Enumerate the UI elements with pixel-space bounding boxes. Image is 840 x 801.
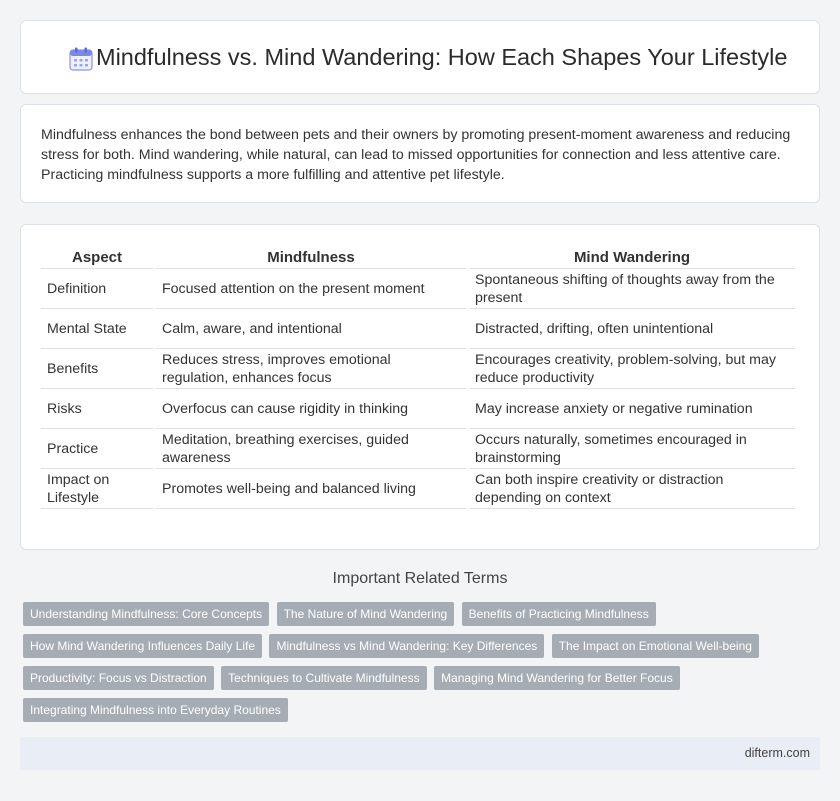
table-row <box>41 469 795 509</box>
related-terms-title: Important Related Terms <box>332 570 508 587</box>
table-row <box>41 389 795 429</box>
table-cell: Definition <box>41 269 153 309</box>
related-term-tag[interactable]: Techniques to Cultivate Mindfulness <box>221 666 426 690</box>
calendar-icon <box>68 46 94 72</box>
table-row <box>41 349 795 389</box>
page-title: Mindfulness vs. Mind Wandering: How Each Shapes Your Lifestyle <box>96 44 788 70</box>
table-row <box>41 429 795 469</box>
related-terms-list <box>23 602 823 730</box>
table-header-row <box>41 245 795 269</box>
footer <box>20 737 820 770</box>
header-card <box>20 20 820 94</box>
related-term-tag[interactable]: Productivity: Focus vs Distraction <box>23 666 214 690</box>
table-cell: Risks <box>41 389 153 429</box>
table-cell: Practice <box>41 429 153 469</box>
related-term-tag[interactable]: Managing Mind Wandering for Better Focus <box>434 666 680 690</box>
footer-site-link[interactable]: difterm.com <box>744 746 810 760</box>
related-term-tag[interactable]: Understanding Mindfulness: Core Concepts <box>23 602 269 626</box>
intro-text: Mindfulness enhances the bond between pets and their owners by promoting present-moment awareness and reducing stress for both. Mind wandering, while natural, can lead to missed opportunities for connection and less attentive care. Practicing mindfulness supports a more fulfilling and attentive pet lifestyle. <box>41 127 791 183</box>
table-cell: Promotes well-being and balanced living <box>156 469 466 509</box>
table-cell: Reduces stress, improves emotional regulation, enhances focus <box>156 349 466 389</box>
column-header-aspect: Aspect <box>41 245 153 269</box>
intro-card <box>20 104 820 203</box>
table-cell: Spontaneous shifting of thoughts away from the present <box>469 269 795 309</box>
table-cell: Meditation, breathing exercises, guided awareness <box>156 429 466 469</box>
table-cell: Calm, aware, and intentional <box>156 309 466 349</box>
table-cell: Mental State <box>41 309 153 349</box>
table-cell: Impact on Lifestyle <box>41 469 153 509</box>
table-row <box>41 309 795 349</box>
related-term-tag[interactable]: Integrating Mindfulness into Everyday Routines <box>23 698 288 722</box>
table-cell: Occurs naturally, sometimes encouraged in brainstorming <box>469 429 795 469</box>
table-cell: Benefits <box>41 349 153 389</box>
table-cell: Encourages creativity, problem-solving, but may reduce productivity <box>469 349 795 389</box>
related-term-tag[interactable]: The Nature of Mind Wandering <box>277 602 455 626</box>
table-cell: Distracted, drifting, often unintentional <box>469 309 795 349</box>
table-cell: Overfocus can cause rigidity in thinking <box>156 389 466 429</box>
table-cell: Can both inspire creativity or distraction depending on context <box>469 469 795 509</box>
column-header-mind-wandering: Mind Wandering <box>469 245 795 269</box>
related-term-tag[interactable]: Benefits of Practicing Mindfulness <box>462 602 656 626</box>
comparison-card <box>20 224 820 550</box>
table-cell: May increase anxiety or negative rumination <box>469 389 795 429</box>
related-term-tag[interactable]: How Mind Wandering Influences Daily Life <box>23 634 262 658</box>
column-header-mindfulness: Mindfulness <box>156 245 466 269</box>
related-term-tag[interactable]: Mindfulness vs Mind Wandering: Key Differences <box>269 634 544 658</box>
comparison-table <box>38 245 798 509</box>
related-term-tag[interactable]: The Impact on Emotional Well-being <box>552 634 759 658</box>
table-row <box>41 269 795 309</box>
table-cell: Focused attention on the present moment <box>156 269 466 309</box>
